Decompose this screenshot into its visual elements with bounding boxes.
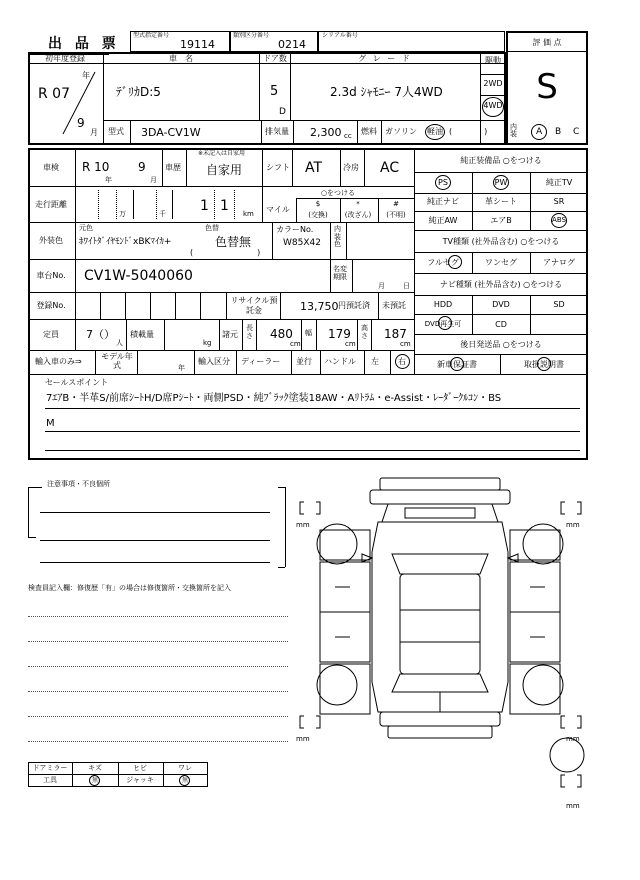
length-unit: cm: [290, 340, 301, 348]
length-label: 長さ: [246, 324, 253, 340]
caution-label: 注意事項・不良個所: [47, 480, 110, 488]
model-year-mark: 年: [178, 364, 185, 372]
registration-label: 登録No.: [36, 301, 66, 310]
mileage-hash: #: [393, 200, 399, 208]
load-label: 積載量: [130, 330, 154, 339]
later-items-label: 後日発送品 ○をつける: [460, 340, 542, 349]
tire-bracket-front-right: [561, 502, 581, 514]
later-warranty: 新車保証書: [437, 360, 477, 369]
equip-genuine-tv: 純正TV: [545, 178, 573, 187]
car-diagram: [280, 470, 600, 810]
model-label: 型式: [108, 127, 124, 136]
original-color-label: 元色: [79, 224, 93, 232]
interior-c: C: [573, 127, 580, 137]
usage-label: 車歴: [165, 163, 181, 172]
equip-pw: PW: [494, 178, 508, 187]
sales-point-line-2: M: [46, 418, 55, 429]
tv-oneseg: ワンセグ: [485, 258, 517, 267]
dims-label: 諸元: [222, 330, 238, 339]
ac-value: AC: [380, 160, 400, 176]
navi-dvd: DVD: [492, 300, 510, 309]
tire-bracket-rear-left: [300, 716, 320, 728]
mileage-digit-1: 1: [200, 198, 209, 214]
mileage-exchange: (交換): [308, 211, 328, 219]
usage-value: 自家用: [206, 163, 243, 177]
name-change-label: 名変期限: [333, 265, 347, 282]
first-reg-month-mark: 月: [90, 128, 98, 137]
drive-label: 駆動: [485, 56, 501, 65]
navi-sd: SD: [553, 300, 565, 309]
model-value: 3DA-CV1W: [141, 126, 201, 139]
sales-point-label: セールスポイント: [45, 378, 109, 387]
rating-value: S: [536, 67, 558, 107]
page-title: 出 品 票: [48, 36, 120, 52]
shift-label: シフト: [266, 163, 290, 172]
recycle-status: 未預託: [382, 301, 406, 310]
fuel-other: ( ): [449, 127, 488, 136]
mileage-sen: 千: [159, 210, 166, 218]
tv-analog: アナログ: [543, 258, 575, 267]
recycle-label: リサイクル預託金: [230, 296, 278, 315]
import-type-label: 輸入区分: [198, 357, 230, 366]
bt-tools-value: 無: [91, 777, 99, 784]
mileage-circle-note: ○をつける: [320, 189, 356, 197]
first-reg-year-mark: 年: [82, 71, 90, 80]
name-change-day: 日: [403, 282, 410, 290]
equip-genuine-aw: 純正AW: [428, 216, 458, 225]
ac-label: 冷房: [343, 163, 359, 172]
usage-note: ※未記入は自家用: [198, 150, 246, 157]
car-name-value: ﾃﾞﾘｶD:5: [116, 85, 161, 99]
color-label: 外装色: [39, 236, 63, 245]
fuel-gasoline: ガソリン: [385, 127, 417, 136]
navi-dvd-playable-circle: [438, 316, 452, 330]
interior-a-circle: [531, 124, 547, 140]
shaken-year: R 10: [82, 160, 110, 174]
mm-rear-right: mm: [566, 735, 580, 743]
capacity-label: 定員: [43, 330, 59, 339]
changed-color-value: 色替無: [215, 235, 252, 249]
mm-front-right: mm: [566, 521, 580, 529]
equip-leather-seat: 革シート: [485, 197, 517, 206]
equip-ps: PS: [438, 178, 448, 187]
class-no-label: 類別区分番号: [233, 32, 270, 39]
shaken-month: 9: [138, 160, 146, 174]
drive-4wd: 4WD: [483, 101, 503, 110]
wheel-spare: [550, 735, 584, 772]
auth-no-value: 19114: [180, 38, 215, 51]
wheel-rear-left: [317, 665, 357, 705]
tv-fullseg: フルセグ: [427, 258, 459, 267]
mileage-km: km: [243, 210, 254, 218]
tire-bracket-front-left: [300, 502, 320, 514]
mileage-man: 万: [119, 210, 126, 218]
mm-front-left: mm: [296, 521, 310, 529]
interior-b: B: [555, 127, 562, 137]
class-no-value: 0214: [278, 38, 306, 51]
displacement-label: 排気量: [265, 127, 289, 136]
rating-label: 評 価 点: [532, 38, 562, 47]
height-value: 187: [384, 327, 407, 341]
model-year-label: モデル年式: [101, 352, 133, 370]
changed-color-paren: ( ): [190, 248, 261, 257]
first-reg-year: R 07: [38, 86, 70, 102]
width-unit: cm: [345, 340, 356, 348]
changed-color-label: 色替: [205, 224, 219, 232]
mileage-modified: (改ざん): [344, 211, 372, 219]
later-manual: 取扱説明書: [524, 360, 564, 369]
tire-bracket-rear-right: [561, 716, 581, 728]
interior-color-label: 内装色: [334, 225, 341, 249]
shift-value: AT: [305, 160, 323, 176]
navi-type-label: ナビ種類 (社外品含む) ○をつける: [439, 280, 563, 289]
shaken-month-mark: 月: [150, 176, 157, 184]
chassis-value: CV1W-5040060: [84, 268, 193, 284]
mm-spare: mm: [566, 802, 580, 810]
import-label: 輸入車のみ⇒: [35, 357, 82, 366]
bt-header-scratch: キズ: [88, 764, 102, 772]
name-change-month: 月: [378, 282, 385, 290]
displacement-unit: cc: [344, 132, 352, 140]
width-label: 幅: [305, 329, 312, 337]
bt-jack-label: ジャッキ: [126, 776, 154, 784]
color-no-label: カラーNo.: [276, 225, 314, 234]
auth-no-label: 型式指定番号: [133, 32, 170, 39]
import-parallel: 並行: [296, 357, 312, 366]
height-unit: cm: [400, 340, 411, 348]
navi-cd: CD: [495, 320, 507, 329]
serial-label: シリアル番号: [322, 32, 358, 39]
bt-tools-label: 工具: [43, 776, 57, 784]
height-label: 高さ: [361, 324, 368, 340]
load-unit: kg: [203, 339, 212, 347]
bt-header-crack: ヒビ: [133, 764, 147, 772]
handle-right-circle: [395, 354, 410, 369]
first-reg-label: 初年度登録: [45, 54, 85, 63]
handle-left: 左: [371, 357, 379, 366]
displacement-value: 2,300: [310, 126, 342, 139]
navi-hdd: HDD: [433, 300, 453, 309]
drive-2wd: 2WD: [483, 79, 503, 88]
grade-value: 2.3d ｼｬﾓﾆｰ 7人4WD: [330, 85, 443, 99]
shaken-label: 車検: [43, 163, 59, 172]
mileage-dollar: $: [315, 200, 321, 208]
mileage-star: *: [356, 200, 360, 208]
interior-label: 内装: [510, 123, 517, 138]
original-color-value: ﾎﾜｲﾄﾀﾞｲﾔﾓﾝﾄﾞxBKﾏｲｶ+: [79, 237, 172, 247]
equip-sr: SR: [553, 197, 565, 206]
tv-type-label: TV種類 (社外品含む) ○をつける: [442, 237, 560, 246]
bt-tools-circle: [89, 775, 100, 786]
chassis-label: 車台No.: [36, 271, 66, 280]
later-manual-circle: [537, 357, 551, 371]
capacity-persons-unit: 人: [116, 339, 123, 347]
handle-label: ハンドル: [324, 357, 356, 366]
later-warranty-circle: [450, 357, 464, 371]
equip-abs: ABS: [552, 216, 566, 224]
equip-genuine-navi: 純正ナビ: [427, 197, 459, 206]
sales-point-line-1: 7ｴｱB・半革S/前席ｼｰﾄH/D席Pｼｰﾄ・両側PSD・純ﾌﾞﾗｯｸ塗装18AW・Aﾘﾄﾗﾑ・e-Assist・ﾚｰﾀﾞｰｸﾙｺﾝ・BS: [46, 393, 502, 404]
tire-bracket-spare: [561, 775, 581, 787]
grade-label: グ レ ー ド: [358, 54, 412, 63]
bt-header-break: ワレ: [178, 764, 192, 772]
equip-airbag: エアB: [490, 216, 512, 225]
drive-4wd-circle: [482, 97, 504, 117]
capacity-persons: 7（）: [86, 328, 115, 341]
wheel-rear-right: [523, 665, 563, 705]
width-value: 179: [328, 327, 351, 341]
mileage-label: 走行距離: [35, 200, 67, 209]
import-dealer: ディーラー: [241, 357, 281, 366]
interior-a: A: [536, 127, 543, 137]
fuel-diesel-circle: [425, 124, 445, 140]
doors-label: ドア数: [263, 54, 287, 63]
mileage-digit-2: 1: [220, 198, 229, 214]
handle-right: 右: [398, 357, 406, 366]
genuine-equipment-label: 純正装備品 ○をつける: [460, 156, 542, 165]
navi-dvd-playable: DVD再生可: [424, 320, 462, 328]
mm-rear-left: mm: [296, 735, 310, 743]
shaken-year-mark: 年: [105, 176, 112, 184]
length-value: 480: [270, 327, 293, 341]
color-no-value: W85X42: [283, 238, 321, 248]
bt-jack-value: 無: [181, 777, 189, 784]
equip-pw-circle: [493, 175, 509, 190]
tv-fullseg-circle: [448, 255, 462, 269]
car-name-label: 車 名: [169, 54, 193, 63]
bt-header-mirror: ドアミラー: [32, 764, 68, 772]
first-reg-month: 9: [77, 116, 85, 130]
inspector-label: 検査員記入欄：修復歴「有」の場合は修復箇所・交換箇所を記入: [28, 584, 231, 592]
mileage-mile: マイル: [266, 205, 290, 214]
doors-value: 5: [270, 84, 279, 99]
equip-abs-circle: [551, 213, 567, 228]
fuel-diesel: 軽油: [427, 127, 443, 136]
equip-ps-circle: [435, 175, 451, 190]
recycle-amount: 13,750: [300, 300, 339, 313]
fuel-label: 燃料: [361, 127, 377, 136]
door-type: D: [279, 107, 286, 117]
mileage-unknown: (不明): [386, 211, 406, 219]
recycle-unit: 円預託済: [338, 301, 370, 310]
bt-jack-circle: [179, 775, 190, 786]
